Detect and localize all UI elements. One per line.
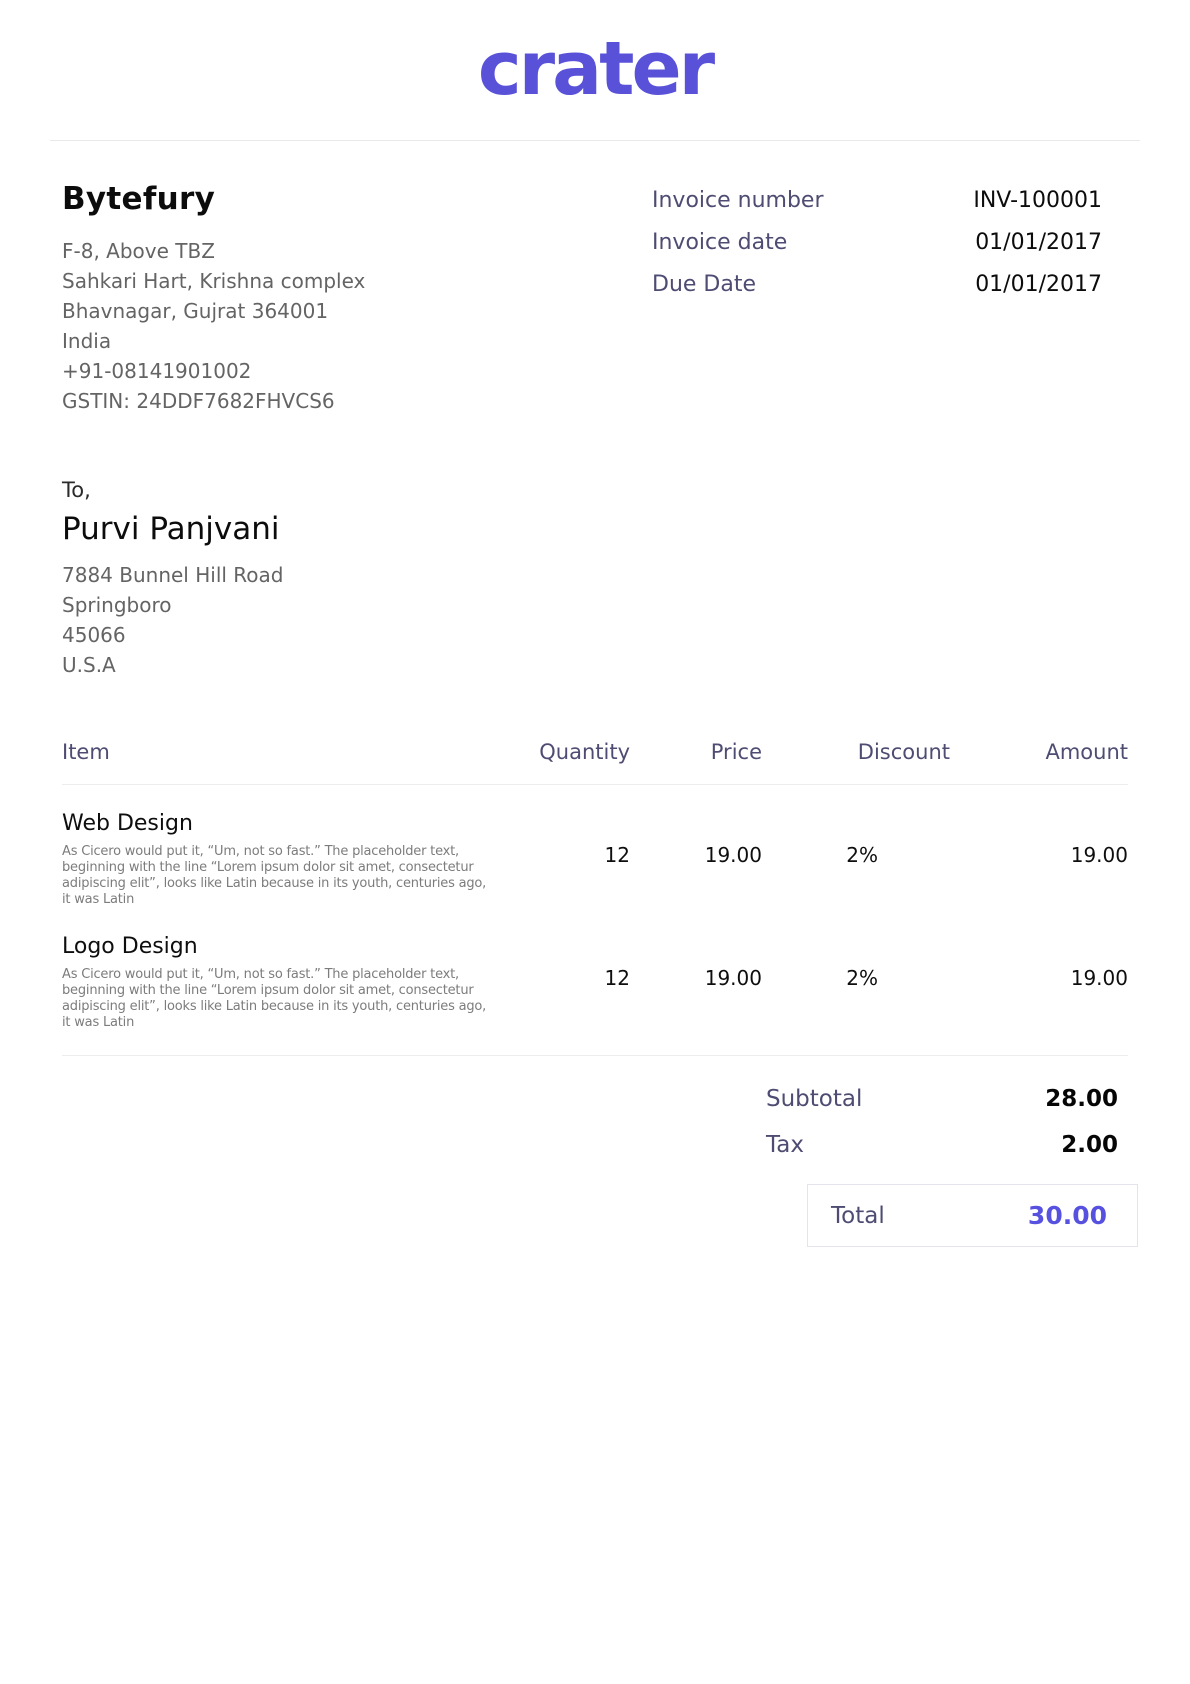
company-gstin: GSTIN: 24DDF7682FHVCS6: [62, 389, 335, 413]
tax-row: [766, 1132, 1138, 1158]
due-date-value: 01/01/2017: [975, 272, 1102, 297]
invoice-number-row: [652, 188, 1102, 213]
company-phone: +91-08141901002: [62, 359, 252, 383]
item-name: Logo Design: [62, 934, 198, 959]
subtotal-value: 28.00: [1045, 1086, 1118, 1112]
company-name: Bytefury: [62, 181, 216, 217]
table-row: [62, 908, 1128, 1031]
tax-label: Tax: [766, 1132, 804, 1158]
due-date-label: Due Date: [652, 272, 756, 297]
item-amount: 19.00: [1070, 966, 1128, 990]
invoice-date-label: Invoice date: [652, 230, 788, 255]
column-header-discount: Discount: [857, 740, 950, 764]
column-header-price: Price: [710, 740, 762, 764]
item-price: 19.00: [704, 966, 762, 990]
item-price: 19.00: [704, 843, 762, 867]
item-quantity: 12: [604, 966, 630, 990]
table-row: [62, 785, 1128, 908]
item-discount: 2%: [846, 966, 878, 990]
item-discount: 2%: [846, 843, 878, 867]
item-description: As Cicero would put it, “Um, not so fast.” The placeholder text, beginning with the line “Lorem ipsum dolor sit amet, consectetur adipiscing elit”, looks like Latin because in its youth, centuries ago, it was Latin: [62, 967, 487, 1030]
invoice-number-value: INV-100001: [973, 188, 1102, 213]
column-header-amount: Amount: [1045, 740, 1128, 764]
subtotal-row: [766, 1086, 1138, 1112]
invoice-meta-block: [652, 181, 1102, 416]
tax-value: 2.00: [1061, 1132, 1118, 1158]
subtotal-label: Subtotal: [766, 1086, 863, 1112]
bill-to-address-line: 7884 Bunnel Hill Road: [62, 563, 284, 587]
bill-to-address: [62, 560, 1128, 680]
item-name: Web Design: [62, 811, 193, 836]
invoice-date-row: [652, 230, 1102, 255]
invoice-number-label: Invoice number: [652, 188, 824, 213]
company-address: [62, 236, 365, 416]
bill-to-address-line: U.S.A: [62, 653, 116, 677]
invoice-date-value: 01/01/2017: [975, 230, 1102, 255]
items-table: [62, 740, 1128, 1056]
company-address-line: Sahkari Hart, Krishna complex: [62, 269, 366, 293]
bill-to-prefix: To,: [62, 478, 91, 502]
crater-logo: crater: [477, 26, 713, 112]
bill-to-name: Purvi Panjvani: [62, 511, 280, 547]
totals-section: [766, 1086, 1138, 1247]
item-amount: 19.00: [1070, 843, 1128, 867]
invoice-header-section: [0, 141, 1190, 416]
item-cell: [62, 811, 490, 908]
company-block: [62, 181, 365, 416]
company-address-line: India: [62, 329, 112, 353]
total-value: 30.00: [1027, 1201, 1107, 1230]
bill-to-address-line: 45066: [62, 623, 126, 647]
column-header-quantity: Quantity: [539, 740, 630, 764]
item-quantity: 12: [604, 843, 630, 867]
item-cell: [62, 934, 490, 1031]
total-box: [807, 1184, 1138, 1247]
bill-to-section: [0, 478, 1190, 680]
column-header-item: Item: [62, 740, 110, 764]
due-date-row: [652, 272, 1102, 297]
items-table-header: [62, 740, 1128, 785]
item-description: As Cicero would put it, “Um, not so fast.” The placeholder text, beginning with the line “Lorem ipsum dolor sit amet, consectetur adipiscing elit”, looks like Latin because in its youth, centuries ago, it was Latin: [62, 844, 487, 907]
logo-header: [0, 0, 1190, 112]
total-label: Total: [831, 1202, 885, 1229]
company-address-line: F-8, Above TBZ: [62, 239, 215, 263]
company-address-line: Bhavnagar, Gujrat 364001: [62, 299, 329, 323]
bill-to-address-line: Springboro: [62, 593, 172, 617]
items-bottom-divider: [62, 1055, 1128, 1056]
